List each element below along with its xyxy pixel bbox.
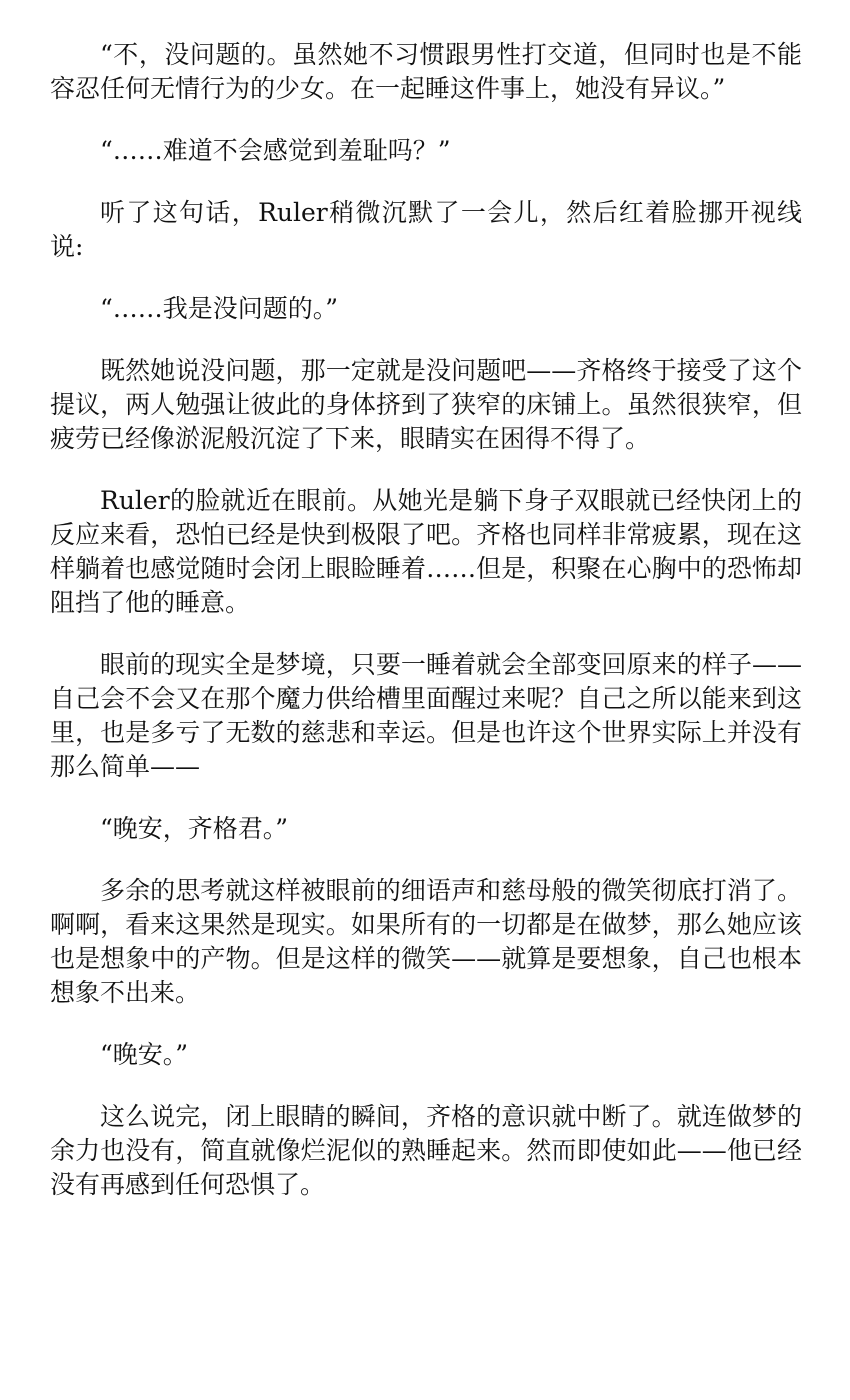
paragraph-9: 多余的思考就这样被眼前的细语声和慈母般的微笑彻底打消了。啊啊，看来这果然是现实。如果所有的一切都是在做梦，那么她应该也是想象中的产物。但是这样的微笑——就算是要想象，自己也根本想象不出来。	[50, 876, 802, 1007]
paragraph-4: “……我是没问题的。”	[100, 294, 339, 323]
paragraph-11: 这么说完，闭上眼睛的瞬间，齐格的意识就中断了。就连做梦的余力也没有，简直就像烂泥似的熟睡起来。然而即使如此——他已经没有再感到任何恐惧了。	[50, 1102, 802, 1199]
paragraph-2: “……难道不会感觉到羞耻吗？”	[100, 136, 451, 165]
document-page	[50, 38, 802, 1230]
paragraph-1: “不，没问题的。虽然她不习惯跟男性打交道，但同时也是不能容忍任何无情行为的少女。在一起睡这件事上，她没有异议。”	[50, 40, 802, 103]
paragraph-7: 眼前的现实全是梦境，只要一睡着就会全部变回原来的样子——自己会不会又在那个魔力供给槽里面醒过来呢？自己之所以能来到这里，也是多亏了无数的慈悲和幸运。但是也许这个世界实际上并没有那么简单——	[50, 650, 802, 781]
paragraph-8: “晚安，齐格君。”	[100, 814, 289, 843]
paragraph-3: 听了这句话，Ruler稍微沉默了一会儿，然后红着脸挪开视线说:	[50, 198, 802, 261]
paragraph-10: “晚安。”	[100, 1040, 189, 1069]
paragraph-6: Ruler的脸就近在眼前。从她光是躺下身子双眼就已经快闭上的反应来看，恐怕已经是快到极限了吧。齐格也同样非常疲累，现在这样躺着也感觉随时会闭上眼睑睡着……但是，积聚在心胸中的恐怖却阻挡了他的睡意。	[50, 486, 802, 617]
paragraph-5: 既然她说没问题，那一定就是没问题吧——齐格终于接受了这个提议，两人勉强让彼此的身体挤到了狭窄的床铺上。虽然很狭窄，但疲劳已经像淤泥般沉淀了下来，眼睛实在困得不得了。	[50, 356, 802, 453]
